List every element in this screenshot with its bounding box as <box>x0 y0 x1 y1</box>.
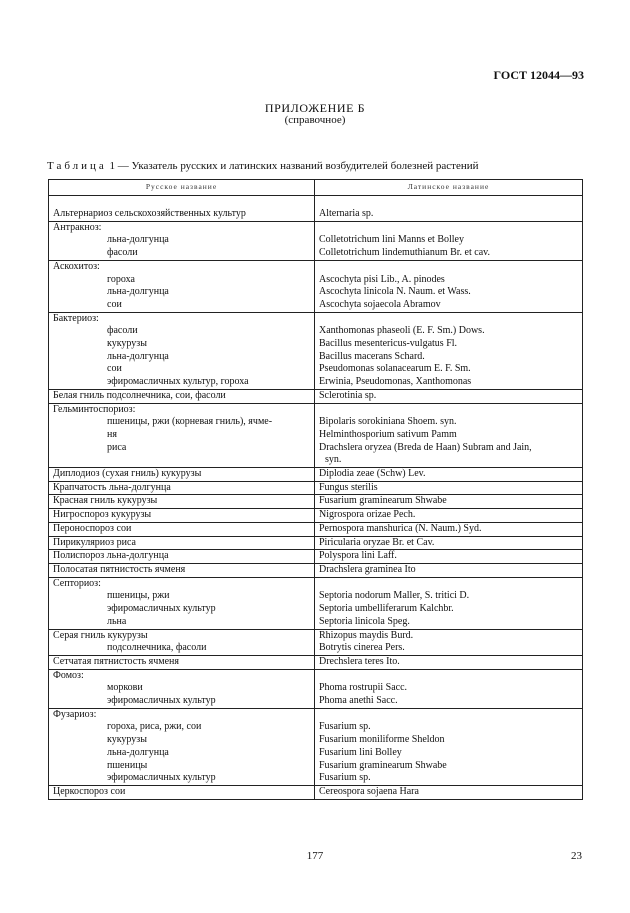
table-row <box>49 389 583 403</box>
russian-name-cell: Крапчатость льна-долгунца <box>49 481 315 495</box>
table-row <box>49 734 583 747</box>
table-row <box>49 629 583 642</box>
latin-name-cell: Colletotrichum lindemuthianum Br. et cav. <box>315 247 583 260</box>
table-row <box>49 442 583 455</box>
table-row <box>49 616 583 629</box>
russian-name-cell: Пирикуляриоз риса <box>49 536 315 550</box>
table-row <box>49 563 583 577</box>
table-row <box>49 468 583 482</box>
latin-name-cell: Piricularia oryzae Br. et Cav. <box>315 536 583 550</box>
latin-name-cell: Bacillus macerans Schard. <box>315 351 583 364</box>
table-row <box>49 495 583 509</box>
table-row <box>49 509 583 523</box>
latin-name-cell: Erwinia, Pseudomonas, Xanthomonas <box>315 376 583 389</box>
russian-name-cell: Полиспороз льна-долгунца <box>49 550 315 564</box>
russian-name-cell: Сетчатая пятнистость ячменя <box>49 655 315 669</box>
table-row <box>49 416 583 429</box>
table-row <box>49 429 583 442</box>
table-row <box>49 221 583 234</box>
latin-name-cell: Septoria nodorum Maller, S. tritici D. <box>315 590 583 603</box>
russian-name-cell: пшеницы, ржи (корневая гниль), ячме- <box>49 416 315 429</box>
table-row <box>49 312 583 325</box>
russian-name-cell: фасоли <box>49 325 315 338</box>
latin-name-cell: Pernospora manshurica (N. Naum.) Syd. <box>315 522 583 536</box>
table-row <box>49 363 583 376</box>
russian-name-cell: Белая гниль подсолнечника, сои, фасоли <box>49 389 315 403</box>
russian-name-cell: Альтернариоз сельскохозяйственных культур <box>49 208 315 221</box>
latin-name-cell <box>315 708 583 721</box>
latin-name-cell <box>315 260 583 273</box>
latin-name-cell: Fusarium moniliforme Sheldon <box>315 734 583 747</box>
table-row <box>49 708 583 721</box>
russian-name-cell: кукурузы <box>49 338 315 351</box>
russian-name-cell: Церкоспороз сои <box>49 785 315 799</box>
table-row <box>49 351 583 364</box>
latin-name-cell: Rhizopus maydis Burd. <box>315 629 583 642</box>
latin-name-cell: Ascochyta sojaecola Abramov <box>315 299 583 312</box>
russian-name-cell: Антракноз: <box>49 221 315 234</box>
russian-name-cell: подсолнечника, фасоли <box>49 642 315 655</box>
table-row <box>49 481 583 495</box>
russian-name-cell: Септориоз: <box>49 577 315 590</box>
latin-name-cell: Sclerotinia sp. <box>315 389 583 403</box>
latin-name-cell: Pseudomonas solanacearum E. F. Sm. <box>315 363 583 376</box>
russian-name-cell: Красная гниль кукурузы <box>49 495 315 509</box>
russian-name-cell: гороха, риса, ржи, сои <box>49 721 315 734</box>
spacer-row <box>49 196 583 209</box>
latin-name-cell: Botrytis cinerea Pers. <box>315 642 583 655</box>
russian-name-cell: гороха <box>49 274 315 287</box>
table-row <box>49 590 583 603</box>
russian-name-cell: льна <box>49 616 315 629</box>
sheet-number: 23 <box>571 850 582 862</box>
table-row <box>49 234 583 247</box>
russian-name-cell: Серая гниль кукурузы <box>49 629 315 642</box>
russian-name-cell: Полосатая пятнистость ячменя <box>49 563 315 577</box>
russian-name-cell: эфиромасличных культур <box>49 695 315 708</box>
latin-name-cell: Drechslera teres Ito. <box>315 655 583 669</box>
table-row <box>49 274 583 287</box>
latin-name-cell: Ascochyta linicola N. Naum. et Wass. <box>315 286 583 299</box>
russian-name-cell: льна-долгунца <box>49 234 315 247</box>
table-row <box>49 260 583 273</box>
russian-name-cell: Гельминтоспориоз: <box>49 403 315 416</box>
russian-name-cell: кукурузы <box>49 734 315 747</box>
russian-name-cell: Бактериоз: <box>49 312 315 325</box>
russian-name-cell: Диплодиоз (сухая гниль) кукурузы <box>49 468 315 482</box>
table-row <box>49 669 583 682</box>
table-row <box>49 522 583 536</box>
page-number: 177 <box>306 850 324 862</box>
latin-name-cell: Septoria linicola Speg. <box>315 616 583 629</box>
latin-name-cell <box>315 312 583 325</box>
russian-name-cell: фасоли <box>49 247 315 260</box>
russian-name-cell: эфиромасличных культур, гороха <box>49 376 315 389</box>
russian-name-cell: сои <box>49 363 315 376</box>
latin-name-cell: Polyspora lini Laff. <box>315 550 583 564</box>
table-row <box>49 603 583 616</box>
latin-name-cell: Phoma anethi Sacc. <box>315 695 583 708</box>
table-caption-label: Таблица <box>47 160 107 172</box>
russian-name-cell: Фомоз: <box>49 669 315 682</box>
table-row <box>49 695 583 708</box>
latin-name-cell: Fusarium graminearum Shwabe <box>315 495 583 509</box>
russian-name-cell: пшеницы <box>49 760 315 773</box>
latin-name-cell: Drachslera oryzea (Breda de Haan) Subram and Jain, <box>315 442 583 455</box>
appendix-subtitle: (справочное) <box>284 114 346 126</box>
russian-name-cell: эфиромасличных культур <box>49 772 315 785</box>
latin-name-cell: Fusarium sp. <box>315 721 583 734</box>
table-row <box>49 760 583 773</box>
latin-name-cell: Bipolaris sorokiniana Shoem. syn. <box>315 416 583 429</box>
latin-name-cell: Cereospora sojaena Hara <box>315 785 583 799</box>
pathogen-index-table <box>48 179 583 800</box>
table-row <box>49 403 583 416</box>
latin-name-cell: Bacillus mesentericus-vulgatus Fl. <box>315 338 583 351</box>
latin-name-cell: Septoria umbelliferarum Kalchbr. <box>315 603 583 616</box>
table-row <box>49 536 583 550</box>
russian-name-cell: эфиромасличных культур <box>49 603 315 616</box>
column-header-latin: Латинское название <box>315 180 583 196</box>
latin-name-cell <box>315 221 583 234</box>
latin-name-cell: Xanthomonas phaseoli (E. F. Sm.) Dows. <box>315 325 583 338</box>
table-row <box>49 325 583 338</box>
standard-number: ГОСТ 12044—93 <box>493 68 584 82</box>
table-row <box>49 747 583 760</box>
table-row <box>49 721 583 734</box>
russian-name-cell: льна-долгунца <box>49 286 315 299</box>
latin-name-cell: Fusarium lini Bolley <box>315 747 583 760</box>
russian-name-cell: льна-долгунца <box>49 747 315 760</box>
table-row <box>49 338 583 351</box>
latin-name-cell: Alternaria sp. <box>315 208 583 221</box>
russian-name-cell: моркови <box>49 682 315 695</box>
russian-name-cell: Аскохитоз: <box>49 260 315 273</box>
table-row <box>49 208 583 221</box>
table-row <box>49 577 583 590</box>
latin-name-cell: Colletotrichum lini Manns et Bolley <box>315 234 583 247</box>
latin-name-cell: Phoma rostrupii Sacc. <box>315 682 583 695</box>
russian-name-cell: ня <box>49 429 315 442</box>
latin-name-cell: Fusarium sp. <box>315 772 583 785</box>
latin-name-cell: Diplodia zeae (Schw) Lev. <box>315 468 583 482</box>
russian-name-cell: Нигроспороз кукурузы <box>49 509 315 523</box>
latin-name-cell: Fusarium graminearum Shwabe <box>315 760 583 773</box>
table-row <box>49 550 583 564</box>
russian-name-cell: Фузариоз: <box>49 708 315 721</box>
table-caption-text: 1 — Указатель русских и латинских названий возбудителей болезней растений <box>109 160 479 172</box>
latin-name-cell: Drachslera graminea Ito <box>315 563 583 577</box>
table-row <box>49 454 583 467</box>
latin-name-cell: Nigrospora orizae Pech. <box>315 509 583 523</box>
latin-name-cell: Ascochyta pisi Lib., A. pinodes <box>315 274 583 287</box>
table-row <box>49 772 583 785</box>
table-caption <box>47 160 479 172</box>
table-row <box>49 286 583 299</box>
column-header-russian: Русское название <box>49 180 315 196</box>
russian-name-cell: риса <box>49 442 315 455</box>
table-row <box>49 642 583 655</box>
latin-name-cell: Fungus sterilis <box>315 481 583 495</box>
russian-name-cell: льна-долгунца <box>49 351 315 364</box>
table-row <box>49 247 583 260</box>
latin-name-cell <box>315 577 583 590</box>
table-row <box>49 376 583 389</box>
latin-name-cell: syn. <box>315 454 583 467</box>
table-row <box>49 682 583 695</box>
latin-name-cell <box>315 669 583 682</box>
russian-name-cell: сои <box>49 299 315 312</box>
table-row <box>49 785 583 799</box>
russian-name-cell: Пероноспороз сои <box>49 522 315 536</box>
russian-name-cell: пшеницы, ржи <box>49 590 315 603</box>
latin-name-cell: Helminthosporium sativum Pamm <box>315 429 583 442</box>
russian-name-cell <box>49 454 315 467</box>
appendix-title: ПРИЛОЖЕНИЕ Б <box>264 101 366 115</box>
latin-name-cell <box>315 403 583 416</box>
table-row <box>49 299 583 312</box>
table-row <box>49 655 583 669</box>
